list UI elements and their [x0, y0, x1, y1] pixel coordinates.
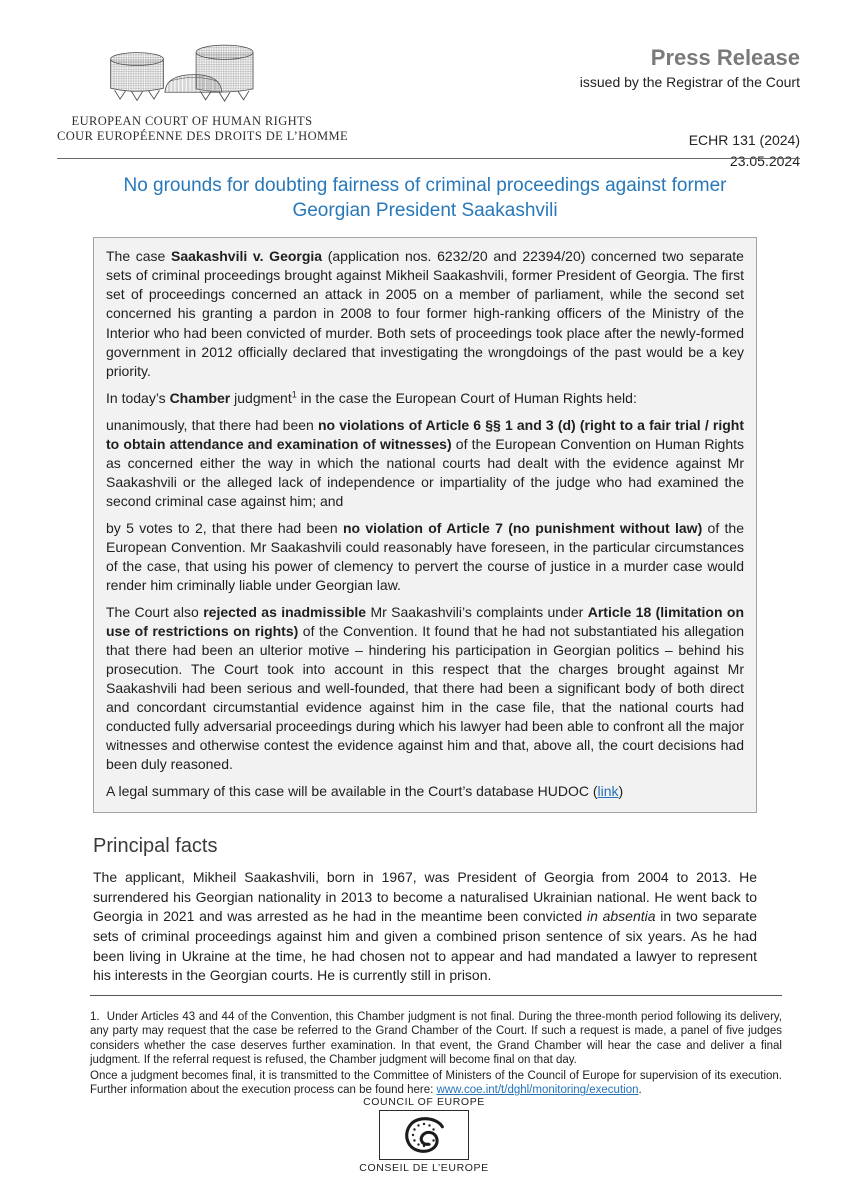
execution-process-link[interactable]: www.coe.int/t/dghl/monitoring/execution [436, 1084, 639, 1097]
council-of-europe-logo [379, 1110, 469, 1160]
summary-box [93, 237, 757, 813]
text-run: judgment [230, 389, 292, 406]
text-run: in the case the European Court of Human Rights held: [296, 389, 637, 406]
summary-paragraph [106, 247, 744, 380]
hudoc-link[interactable]: link [597, 783, 619, 800]
summary-paragraph [106, 416, 744, 511]
text-run: Saakashvili v. Georgia [170, 248, 323, 265]
text-run: unanimously, that there had been [106, 416, 318, 433]
header-right [580, 38, 800, 172]
text-run: Chamber [169, 389, 231, 406]
text-run: 1. Under Articles 43 and 44 of the Convention, this Chamber judgment is not final. During the three-month period following its delivery, any party may request that the case be referred to the Grand Chamber of the Court. If such a request is made, a panel of five judges considers whether the case deserves further examination. In that event, the Grand Chamber will hear the case and deliver a final judgment. If the referral request is refused, the Chamber judgment will become final on that day. [90, 1011, 782, 1067]
logo-caption-en: EUROPEAN COURT OF HUMAN RIGHTS [71, 114, 313, 128]
text-run: In today’s [106, 389, 170, 406]
page-title [93, 174, 757, 223]
footnote-paragraph [90, 1010, 782, 1068]
text-run: of the European Convention. Mr Saakashvili could reasonably have foreseen, in the particular circumstances of the case, that using his power of clemency to pervert the course of justice in a murder case would render him criminally liable under Georgian law. [106, 519, 744, 593]
text-run: rejected as inadmissible [203, 603, 367, 620]
summary-paragraph [106, 603, 744, 774]
text-run: Mr Saakashvili’s complaints under [366, 603, 588, 620]
summary-paragraph [106, 782, 744, 801]
text-run: The applicant, Mikheil Saakashvili, born in 1967, was President of Georgia from 2004 to 2013. He surrendered his Georgian nationality in 2013 to become a naturalised Ukrainian national. He went back to Georgia in 2021 and was arrested as he had in the meantime been convicted [93, 869, 757, 925]
coe-caption-en: COUNCIL OF EUROPE [363, 1096, 485, 1108]
summary-paragraph [106, 389, 744, 408]
principal-facts-paragraph [93, 868, 757, 986]
text-run: Once a judgment becomes final, it is transmitted to the Committee of Ministers of the Council of Europe for supervision of its execution. Further information about the execution process can be found here: [90, 1069, 782, 1097]
press-release-number: ECHR 131 (2024) [688, 132, 800, 149]
issued-by-label: issued by the Registrar of the Court [579, 74, 800, 91]
section-heading-principal-facts: Principal facts [93, 835, 218, 858]
footnote-reference: 1 [291, 388, 297, 399]
page-title-line2: Georgian President Saakashvili [292, 199, 558, 221]
echr-logo-block [57, 38, 349, 144]
header [57, 38, 800, 172]
text-run: Article 18 (limitation on use of restrictions on rights) [106, 603, 745, 639]
text-run: A legal summary of this case will be available in the Court’s database HUDOC ( [106, 783, 598, 800]
text-run: in two separate sets of criminal proceedings against him and given a combined prison sentence of six years. As he had been living in Ukraine at the time, he had chosen not to appear and had mandated a lawyer to represent his interests in the Georgian courts. He is currently still in prison. [93, 908, 757, 984]
summary-paragraph [106, 519, 744, 595]
press-release-label: Press Release [650, 45, 800, 70]
text-run: . [638, 1084, 642, 1097]
main-content [93, 174, 757, 986]
logo-caption-fr: COUR EUROPÉENNE DES DROITS DE L’HOMME [57, 128, 349, 143]
text-run: of the European Convention on Human Rights as concerned either the way in which the national courts had dealt with the evidence against Mr Saakashvili or the alleged lack of independence or impartiality of the judge who had examined the second criminal case against him; and [106, 435, 744, 509]
footnotes [90, 995, 782, 1098]
press-release-date: 23.05.2024 [729, 153, 800, 170]
text-run: no violations of Article 6 §§ 1 and 3 (d) (right to a fair trial / right to obtain attendance and examination of witnesses) [106, 416, 744, 452]
echr-building-logo [67, 38, 317, 114]
coe-e-icon [385, 1113, 463, 1157]
footnote-paragraph [90, 1069, 782, 1098]
page-title-line1: No grounds for doubting fairness of criminal proceedings against former [123, 175, 727, 196]
council-of-europe-block [0, 1096, 848, 1174]
text-run: of the Convention. It found that he had not substantiated his allegation that there had been an ulterior motive – hindering his participation in Georgian politics – behind his prosecution. The Court took into account in this respect that the charges brought against Mr Saakashvili had been serious and well-founded, that there had been a significant body of both direct and concordant circumstantial evidence against him in the case file, that the national courts had conducted fully adversarial proceedings during which his lawyer had been able to confront all the major witnesses and otherwise contest the evidence against him and that, above all, the court decisions had been duly reasoned. [106, 622, 744, 773]
reference-block [580, 130, 800, 172]
text-run: The case [106, 248, 171, 265]
text-run: The Court also [106, 603, 204, 620]
text-run: by 5 votes to 2, that there had been [106, 519, 343, 536]
coe-caption-fr: CONSEIL DE L’EUROPE [359, 1162, 489, 1174]
text-run: (application nos. 6232/20 and 22394/20) concerned two separate sets of criminal proceedings brought against Mikheil Saakashvili, former President of Georgia. The first set of proceedings concerned an attack in 2005 on a member of parliament, while the second set concerned his granting a pardon in 2008 to four former high-ranking officers of the Ministry of the Interior who had been convicted of murder. Both sets of proceedings took place after the newly-formed government in 2012 officially declared that investigating the wrongdoings of the past would be a key priority. [106, 248, 744, 379]
text-run: no violation of Article 7 (no punishment without law) [342, 519, 703, 536]
text-run: in absentia [586, 908, 656, 925]
text-run: ) [618, 783, 624, 800]
header-divider [57, 158, 800, 159]
